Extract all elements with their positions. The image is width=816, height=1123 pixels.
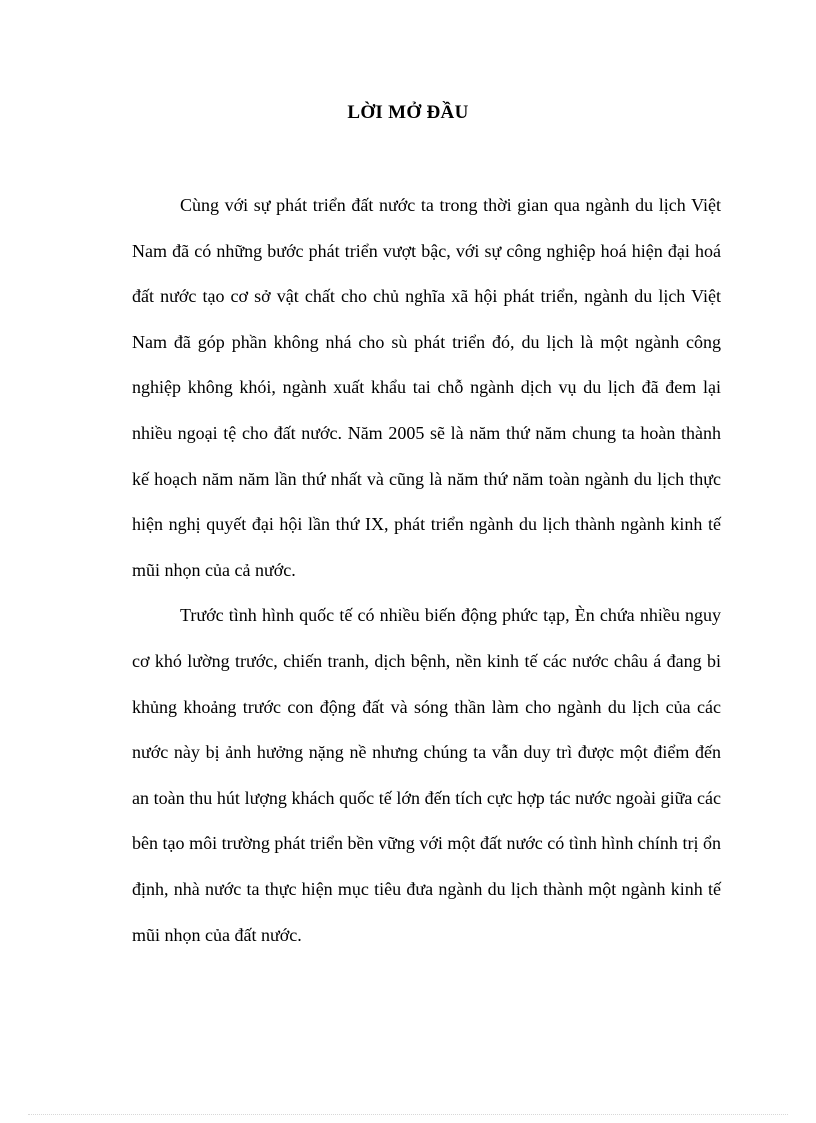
document-body — [132, 183, 721, 958]
paragraph-2: Trước tình hình quốc tế có nhiều biến động phức tạp, Èn chứa nhiều nguy cơ khó lường trước, chiến tranh, dịch bệnh, nền kinh tế các nước châu á đang bi khủng khoảng trước con động đất và sóng thần làm cho ngành du lịch của các nước này bị ảnh hưởng nặng nề nhưng chúng ta vẫn duy trì được một điểm đến an toàn thu hút lượng khách quốc tế lớn đến tích cực hợp tác nước ngoài giữa các bên tạo môi trường phát triển bền vững với một đất nước có tình hình chính trị ổn định, nhà nước ta thực hiện mục tiêu đưa ngành du lịch thành một ngành kinh tế mũi nhọn của đất nước. — [132, 605, 721, 945]
paragraph-1: Cùng với sự phát triển đất nước ta trong thời gian qua ngành du lịch Việt Nam đã có những bước phát triển vượt bậc, với sự công nghiệp hoá hiện đại hoá đất nước tạo cơ sở vật chất cho chủ nghĩa xã hội phát triển, ngành du lịch Việt Nam đã góp phần không nhá cho sù phát triển đó, du lịch là một ngành công nghiệp không khói, ngành xuất khẩu tai chỗ ngành dịch vụ du lịch đã đem lại nhiều ngoại tệ cho đất nước. Năm 2005 sẽ là năm thứ năm chung ta hoàn thành kế hoạch năm năm lần thứ nhất và cũng là năm thứ năm toàn ngành du lịch thực hiện nghị quyết đại hội lần thứ IX, phát triển ngành du lịch thành ngành kinh tế mũi nhọn của cả nước. — [132, 195, 721, 580]
page-title: LỜI MỞ ĐẦU — [347, 102, 469, 123]
page-bottom-divider — [28, 1114, 788, 1115]
